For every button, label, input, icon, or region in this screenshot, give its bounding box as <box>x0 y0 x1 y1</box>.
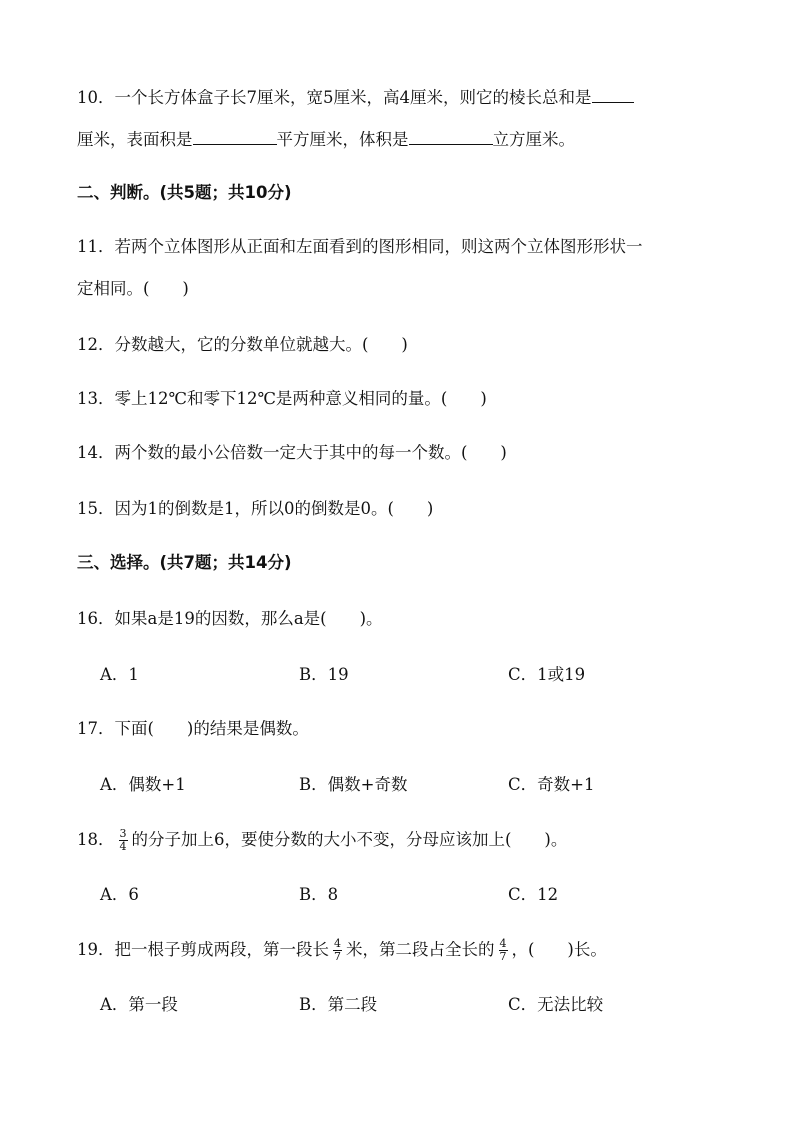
question-14: 14．两个数的最小公倍数一定大于其中的每一个数。( ) <box>77 443 507 462</box>
question-19-option-b[interactable]: B．第二段 <box>299 995 378 1014</box>
question-10-text-b: 平方厘米，体积是 <box>276 130 409 149</box>
question-17-option-a[interactable]: A．偶数+1 <box>100 775 186 794</box>
section-3-title: 三、选择。(共7题；共14分) <box>77 553 292 572</box>
question-15: 15．因为1的倒数是1，所以0的倒数是0。( ) <box>77 499 434 518</box>
question-10-text: 10．一个长方体盒子长7厘米，宽5厘米，高4厘米，则它的棱长总和是 <box>77 88 592 107</box>
fraction-numerator: 4 <box>499 937 507 950</box>
fraction-numerator: 4 <box>334 937 341 950</box>
question-19-text-a: 19．把一根子剪成两段，第一段长 <box>77 940 329 959</box>
question-17-option-c[interactable]: C．奇数+1 <box>508 775 595 794</box>
question-18-option-b[interactable]: B．8 <box>299 885 339 904</box>
section-2-title: 二、判断。(共5题；共10分) <box>77 183 292 202</box>
fraction-denominator: 4 <box>119 840 127 853</box>
question-19-option-c[interactable]: C．无法比较 <box>508 995 604 1014</box>
question-19-option-a[interactable]: A．第一段 <box>100 995 178 1014</box>
question-13: 13．零上12℃和零下12℃是两种意义相同的量。( ) <box>77 389 487 408</box>
question-16: 16．如果a是19的因数，那么a是( )。 <box>77 609 383 628</box>
question-10-text-a: 厘米，表面积是 <box>77 130 193 149</box>
question-18-option-c[interactable]: C．12 <box>508 885 559 904</box>
question-11-line-2: 定相同。( ) <box>77 279 189 298</box>
question-19 <box>77 938 607 963</box>
question-16-option-c[interactable]: C．1或19 <box>508 665 586 684</box>
question-10-line-2 <box>77 128 575 151</box>
question-19-text-c: ，( )长。 <box>511 940 607 959</box>
answer-blank-volume[interactable] <box>409 128 493 145</box>
question-18-text: 的分子加上6，要使分数的大小不变，分母应该加上( )。 <box>131 830 568 849</box>
question-18-option-a[interactable]: A．6 <box>100 885 139 904</box>
answer-blank-edge-sum[interactable] <box>592 86 634 103</box>
question-17: 17．下面( )的结果是偶数。 <box>77 719 309 738</box>
question-18-number: 18． <box>77 830 115 849</box>
fraction-four-sevenths-meters <box>333 938 342 963</box>
fraction-denominator: 7 <box>499 950 507 963</box>
fraction-denominator: 7 <box>334 950 341 963</box>
question-16-option-a[interactable]: A．1 <box>100 665 139 684</box>
question-12: 12．分数越大，它的分数单位就越大。( ) <box>77 335 408 354</box>
answer-blank-surface-area[interactable] <box>193 128 277 145</box>
question-11-line-1: 11．若两个立体图形从正面和左面看到的图形相同，则这两个立体图形形状一 <box>77 237 643 256</box>
question-18 <box>77 828 567 853</box>
fraction-numerator: 3 <box>119 827 127 840</box>
question-10-text-c: 立方厘米。 <box>492 130 575 149</box>
question-17-option-b[interactable]: B．偶数+奇数 <box>299 775 408 794</box>
fraction-four-sevenths-ratio <box>499 938 508 963</box>
fraction-three-quarters <box>119 828 128 853</box>
question-19-text-b: 米，第二段占全长的 <box>346 940 495 959</box>
question-10-line-1 <box>77 86 634 109</box>
question-16-option-b[interactable]: B．19 <box>299 665 349 684</box>
